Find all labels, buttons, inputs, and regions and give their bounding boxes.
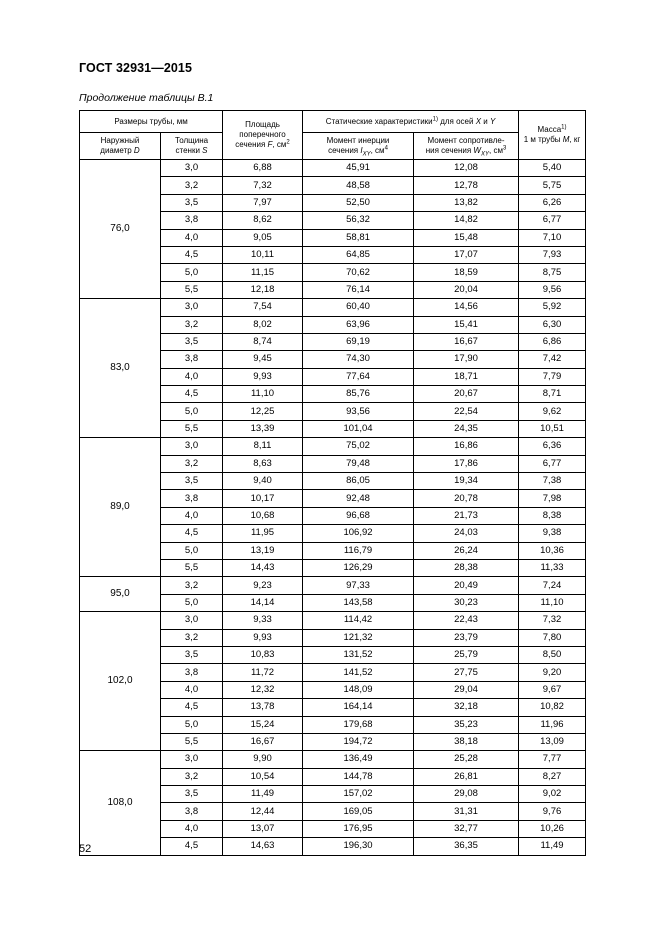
mass-cell: 8,71 [519, 386, 586, 403]
moment-inertia-cell: 101,04 [303, 420, 414, 437]
area-cell: 12,25 [223, 403, 303, 420]
area-cell: 9,45 [223, 351, 303, 368]
wall-thickness-cell: 3,0 [161, 160, 223, 177]
page-number: 52 [79, 843, 92, 855]
wall-thickness-cell: 4,5 [161, 838, 223, 855]
wall-thickness-cell: 5,5 [161, 559, 223, 576]
mass-cell: 5,75 [519, 177, 586, 194]
wall-thickness-cell: 4,5 [161, 525, 223, 542]
moment-inertia-cell: 164,14 [303, 699, 414, 716]
wall-thickness-cell: 3,2 [161, 629, 223, 646]
wall-thickness-cell: 3,2 [161, 316, 223, 333]
moment-inertia-cell: 45,91 [303, 160, 414, 177]
wall-thickness-cell: 4,0 [161, 229, 223, 246]
header-wall-thickness: Толщина стенки S [161, 133, 223, 160]
moment-inertia-cell: 196,30 [303, 838, 414, 855]
wall-thickness-cell: 5,0 [161, 264, 223, 281]
header-moment-inertia: Момент инерции сечения $I_{XY}$, $см^4$ [303, 133, 414, 160]
mass-cell: 9,38 [519, 525, 586, 542]
moment-inertia-cell: 179,68 [303, 716, 414, 733]
mass-cell: 7,32 [519, 612, 586, 629]
moment-resistance-cell: 24,03 [414, 525, 519, 542]
moment-resistance-cell: 32,77 [414, 820, 519, 837]
area-cell: 14,14 [223, 594, 303, 611]
area-cell: 8,62 [223, 212, 303, 229]
moment-inertia-cell: 136,49 [303, 751, 414, 768]
standard-header: ГОСТ 32931—2015 [79, 61, 193, 75]
moment-inertia-cell: 121,32 [303, 629, 414, 646]
area-cell: 7,54 [223, 299, 303, 316]
mass-cell: 10,26 [519, 820, 586, 837]
area-cell: 16,67 [223, 733, 303, 750]
header-pipe-sizes: Размеры трубы, мм [80, 111, 223, 133]
moment-inertia-cell: 74,30 [303, 351, 414, 368]
outer-diameter-cell: 89,0 [80, 438, 161, 577]
mass-cell: 7,79 [519, 368, 586, 385]
moment-inertia-cell: 64,85 [303, 246, 414, 263]
moment-resistance-cell: 36,35 [414, 838, 519, 855]
header-area: Площадь поперечного сечения F, $см^2$ [223, 111, 303, 160]
moment-resistance-cell: 12,08 [414, 160, 519, 177]
table-row [80, 577, 586, 594]
area-cell: 8,74 [223, 333, 303, 350]
area-cell: 15,24 [223, 716, 303, 733]
wall-thickness-cell: 5,0 [161, 403, 223, 420]
mass-cell: 9,56 [519, 281, 586, 298]
moment-resistance-cell: 19,34 [414, 473, 519, 490]
table-row [80, 612, 586, 629]
mass-cell: 9,67 [519, 681, 586, 698]
area-cell: 10,11 [223, 246, 303, 263]
moment-inertia-cell: 143,58 [303, 594, 414, 611]
moment-inertia-cell: 97,33 [303, 577, 414, 594]
area-cell: 12,18 [223, 281, 303, 298]
area-cell: 9,93 [223, 368, 303, 385]
moment-resistance-cell: 22,54 [414, 403, 519, 420]
wall-thickness-cell: 4,5 [161, 246, 223, 263]
moment-inertia-cell: 96,68 [303, 507, 414, 524]
moment-resistance-cell: 28,38 [414, 559, 519, 576]
header-moment-resistance: Момент сопротивле- ния сечения $W_{XY}$, $см^3$ [414, 133, 519, 160]
moment-resistance-cell: 20,78 [414, 490, 519, 507]
table-caption: Продолжение таблицы В.1 [79, 92, 214, 104]
area-cell: 9,23 [223, 577, 303, 594]
mass-cell: 10,82 [519, 699, 586, 716]
moment-resistance-cell: 31,31 [414, 803, 519, 820]
moment-resistance-cell: 13,82 [414, 194, 519, 211]
wall-thickness-cell: 3,5 [161, 194, 223, 211]
wall-thickness-cell: 3,2 [161, 768, 223, 785]
wall-thickness-cell: 4,0 [161, 820, 223, 837]
moment-resistance-cell: 14,56 [414, 299, 519, 316]
mass-cell: 10,51 [519, 420, 586, 437]
outer-diameter-cell: 108,0 [80, 751, 161, 855]
moment-resistance-cell: 25,28 [414, 751, 519, 768]
wall-thickness-cell: 3,5 [161, 646, 223, 663]
area-cell: 8,11 [223, 438, 303, 455]
wall-thickness-cell: 3,5 [161, 333, 223, 350]
wall-thickness-cell: 3,8 [161, 664, 223, 681]
moment-resistance-cell: 27,75 [414, 664, 519, 681]
wall-thickness-cell: 3,2 [161, 177, 223, 194]
mass-cell: 6,86 [519, 333, 586, 350]
outer-diameter-cell: 83,0 [80, 299, 161, 438]
wall-thickness-cell: 3,5 [161, 473, 223, 490]
moment-resistance-cell: 20,49 [414, 577, 519, 594]
area-cell: 11,49 [223, 786, 303, 803]
moment-resistance-cell: 30,23 [414, 594, 519, 611]
wall-thickness-cell: 5,5 [161, 733, 223, 750]
mass-cell: 7,38 [519, 473, 586, 490]
wall-thickness-cell: 4,5 [161, 699, 223, 716]
mass-cell: 9,62 [519, 403, 586, 420]
area-cell: 10,68 [223, 507, 303, 524]
header-outer-diameter: Наружный диаметр D [80, 133, 161, 160]
table-row [80, 160, 586, 177]
moment-inertia-cell: 169,05 [303, 803, 414, 820]
mass-cell: 7,10 [519, 229, 586, 246]
wall-thickness-cell: 3,2 [161, 455, 223, 472]
mass-cell: 9,02 [519, 786, 586, 803]
area-cell: 6,88 [223, 160, 303, 177]
header-static-characteristics: Статические характеристики$^{1)}$ для осей X и Y [303, 111, 519, 133]
wall-thickness-cell: 3,8 [161, 212, 223, 229]
moment-resistance-cell: 15,48 [414, 229, 519, 246]
moment-resistance-cell: 16,86 [414, 438, 519, 455]
wall-thickness-cell: 5,0 [161, 594, 223, 611]
moment-inertia-cell: 92,48 [303, 490, 414, 507]
mass-cell: 5,92 [519, 299, 586, 316]
moment-resistance-cell: 24,35 [414, 420, 519, 437]
moment-inertia-cell: 144,78 [303, 768, 414, 785]
outer-diameter-cell: 102,0 [80, 612, 161, 751]
mass-cell: 7,93 [519, 246, 586, 263]
moment-resistance-cell: 18,59 [414, 264, 519, 281]
wall-thickness-cell: 3,5 [161, 786, 223, 803]
moment-inertia-cell: 93,56 [303, 403, 414, 420]
moment-resistance-cell: 17,07 [414, 246, 519, 263]
mass-cell: 7,24 [519, 577, 586, 594]
moment-inertia-cell: 76,14 [303, 281, 414, 298]
mass-cell: 8,50 [519, 646, 586, 663]
moment-resistance-cell: 17,86 [414, 455, 519, 472]
area-cell: 9,05 [223, 229, 303, 246]
moment-inertia-cell: 60,40 [303, 299, 414, 316]
area-cell: 14,43 [223, 559, 303, 576]
area-cell: 13,39 [223, 420, 303, 437]
moment-resistance-cell: 35,23 [414, 716, 519, 733]
moment-inertia-cell: 116,79 [303, 542, 414, 559]
moment-resistance-cell: 20,04 [414, 281, 519, 298]
moment-inertia-cell: 69,19 [303, 333, 414, 350]
moment-resistance-cell: 26,24 [414, 542, 519, 559]
area-cell: 9,40 [223, 473, 303, 490]
area-cell: 11,72 [223, 664, 303, 681]
moment-inertia-cell: 114,42 [303, 612, 414, 629]
wall-thickness-cell: 4,0 [161, 507, 223, 524]
wall-thickness-cell: 3,0 [161, 751, 223, 768]
mass-cell: 13,09 [519, 733, 586, 750]
area-cell: 13,07 [223, 820, 303, 837]
moment-inertia-cell: 148,09 [303, 681, 414, 698]
wall-thickness-cell: 3,0 [161, 299, 223, 316]
moment-inertia-cell: 75,02 [303, 438, 414, 455]
moment-inertia-cell: 131,52 [303, 646, 414, 663]
moment-resistance-cell: 18,71 [414, 368, 519, 385]
mass-cell: 9,76 [519, 803, 586, 820]
moment-resistance-cell: 17,90 [414, 351, 519, 368]
header-mass: Масса$^{1)}$ 1 м трубы M, кг [519, 111, 586, 160]
moment-inertia-cell: 79,48 [303, 455, 414, 472]
moment-resistance-cell: 21,73 [414, 507, 519, 524]
mass-cell: 8,27 [519, 768, 586, 785]
mass-cell: 10,36 [519, 542, 586, 559]
mass-cell: 6,77 [519, 212, 586, 229]
area-cell: 12,32 [223, 681, 303, 698]
moment-resistance-cell: 29,04 [414, 681, 519, 698]
wall-thickness-cell: 4,5 [161, 386, 223, 403]
mass-cell: 5,40 [519, 160, 586, 177]
moment-inertia-cell: 85,76 [303, 386, 414, 403]
moment-inertia-cell: 52,50 [303, 194, 414, 211]
wall-thickness-cell: 5,5 [161, 420, 223, 437]
mass-cell: 8,75 [519, 264, 586, 281]
area-cell: 9,93 [223, 629, 303, 646]
moment-resistance-cell: 12,78 [414, 177, 519, 194]
wall-thickness-cell: 3,2 [161, 577, 223, 594]
outer-diameter-cell: 95,0 [80, 577, 161, 612]
mass-cell: 6,36 [519, 438, 586, 455]
moment-inertia-cell: 194,72 [303, 733, 414, 750]
moment-inertia-cell: 86,05 [303, 473, 414, 490]
moment-inertia-cell: 141,52 [303, 664, 414, 681]
moment-inertia-cell: 70,62 [303, 264, 414, 281]
wall-thickness-cell: 3,8 [161, 803, 223, 820]
moment-resistance-cell: 38,18 [414, 733, 519, 750]
wall-thickness-cell: 3,0 [161, 438, 223, 455]
moment-resistance-cell: 23,79 [414, 629, 519, 646]
mass-cell: 6,30 [519, 316, 586, 333]
moment-inertia-cell: 63,96 [303, 316, 414, 333]
mass-cell: 8,38 [519, 507, 586, 524]
table-row [80, 299, 586, 316]
moment-inertia-cell: 56,32 [303, 212, 414, 229]
mass-cell: 11,49 [519, 838, 586, 855]
wall-thickness-cell: 5,5 [161, 281, 223, 298]
moment-resistance-cell: 15,41 [414, 316, 519, 333]
moment-inertia-cell: 176,95 [303, 820, 414, 837]
moment-resistance-cell: 16,67 [414, 333, 519, 350]
moment-resistance-cell: 22,43 [414, 612, 519, 629]
area-cell: 13,78 [223, 699, 303, 716]
mass-cell: 7,42 [519, 351, 586, 368]
moment-inertia-cell: 48,58 [303, 177, 414, 194]
pipe-properties-table [79, 110, 586, 856]
table-row [80, 438, 586, 455]
moment-inertia-cell: 157,02 [303, 786, 414, 803]
moment-inertia-cell: 58,81 [303, 229, 414, 246]
moment-inertia-cell: 77,64 [303, 368, 414, 385]
wall-thickness-cell: 4,0 [161, 681, 223, 698]
area-cell: 14,63 [223, 838, 303, 855]
mass-cell: 11,33 [519, 559, 586, 576]
area-cell: 7,32 [223, 177, 303, 194]
table-body [80, 160, 586, 856]
wall-thickness-cell: 3,0 [161, 612, 223, 629]
moment-resistance-cell: 26,81 [414, 768, 519, 785]
area-cell: 10,54 [223, 768, 303, 785]
wall-thickness-cell: 5,0 [161, 542, 223, 559]
wall-thickness-cell: 3,8 [161, 490, 223, 507]
area-cell: 8,63 [223, 455, 303, 472]
moment-resistance-cell: 25,79 [414, 646, 519, 663]
area-cell: 8,02 [223, 316, 303, 333]
moment-resistance-cell: 32,18 [414, 699, 519, 716]
moment-resistance-cell: 20,67 [414, 386, 519, 403]
mass-cell: 6,77 [519, 455, 586, 472]
mass-cell: 9,20 [519, 664, 586, 681]
mass-cell: 11,10 [519, 594, 586, 611]
area-cell: 7,97 [223, 194, 303, 211]
area-cell: 11,95 [223, 525, 303, 542]
mass-cell: 11,96 [519, 716, 586, 733]
area-cell: 9,90 [223, 751, 303, 768]
moment-inertia-cell: 126,29 [303, 559, 414, 576]
mass-cell: 7,77 [519, 751, 586, 768]
area-cell: 9,33 [223, 612, 303, 629]
moment-resistance-cell: 29,08 [414, 786, 519, 803]
outer-diameter-cell: 76,0 [80, 160, 161, 299]
area-cell: 11,10 [223, 386, 303, 403]
area-cell: 10,83 [223, 646, 303, 663]
wall-thickness-cell: 5,0 [161, 716, 223, 733]
mass-cell: 6,26 [519, 194, 586, 211]
mass-cell: 7,98 [519, 490, 586, 507]
table-row [80, 751, 586, 768]
moment-resistance-cell: 14,82 [414, 212, 519, 229]
moment-inertia-cell: 106,92 [303, 525, 414, 542]
area-cell: 12,44 [223, 803, 303, 820]
area-cell: 11,15 [223, 264, 303, 281]
wall-thickness-cell: 3,8 [161, 351, 223, 368]
wall-thickness-cell: 4,0 [161, 368, 223, 385]
mass-cell: 7,80 [519, 629, 586, 646]
area-cell: 10,17 [223, 490, 303, 507]
area-cell: 13,19 [223, 542, 303, 559]
